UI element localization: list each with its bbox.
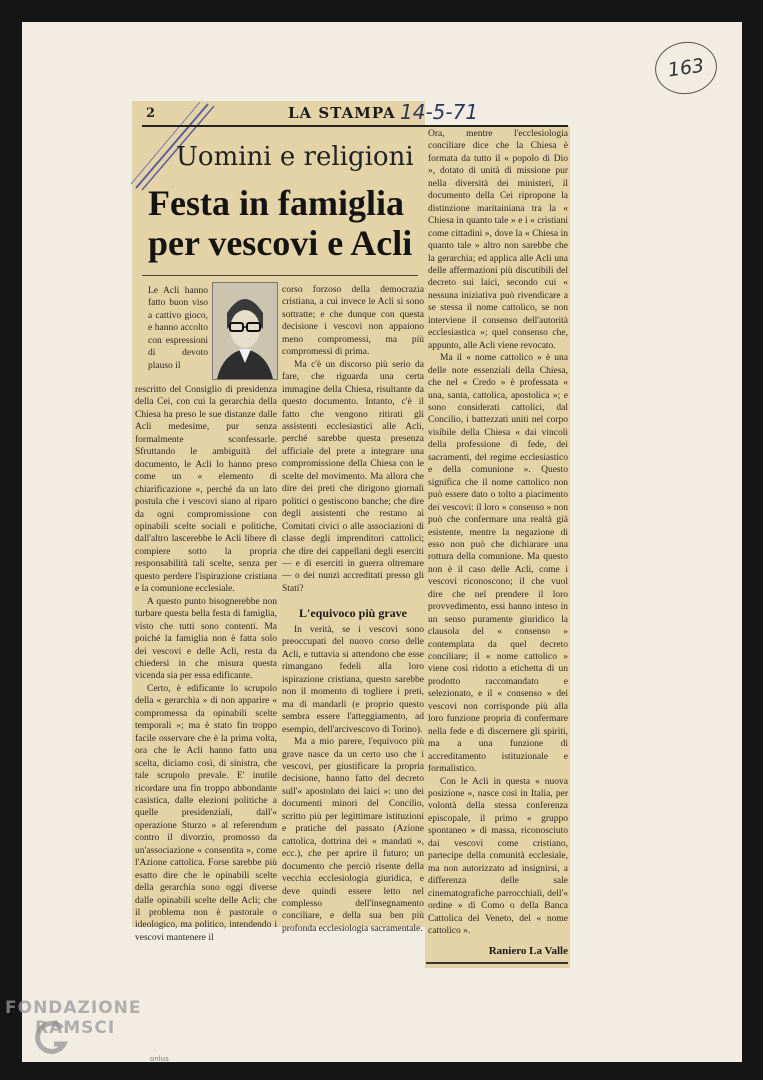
paragraph: A questo punto bisognerebbe non turbare questa bella festa di famiglia, visto che tutti sono contenti. Ma poiché la famiglia non è fatta solo dei vescovi e delle Acli, resta da chiedersi in che misura questa vicenda sia per essa edificante.	[135, 596, 277, 682]
article-column-2	[282, 284, 424, 599]
paragraph: Con le Acli in questa « nuova posizione », nasce così in Italia, per volontà della stessa conferenza episcopale, il primo « gruppo spontaneo » di massa, riconosciuto dai vescovi come cristiano, partecipe della comunità ecclesiale, ma non autorizzato ad insignirsi, a differenza delle sale cinematografiche parrocchiali, dell'« ordine » di Como o della Banca Cattolica del Veneto, del « nome cattolico ».	[428, 776, 568, 936]
paragraph: Ma il « nome cattolico » è una delle note essenziali della Chiesa, che nel « Credo » è professata « una, santa, cattolica, apostolica »; e sono considerati cattolici, dal Concilio, i battezzati uniti nel corpo visibile della Chiesa « dai vincoli della professione di fede, dei sacramenti, del regime ecclesiastico e della comunione ». Questo significa che il nome cattolico non può essere dato o tolto a piacimento dei vescovi: il loro « consenso » non può che confermare una realtà già esistente, mentre la negazione di esso non può che dichiarare una rottura della comunione. Ma questo non è il caso delle Acli, come i vescovi riconoscono; il che vuol dire che nel prendere il loro provvedimento, essi hanno inteso in un senso puramente giuridico la clausola del « consenso » contemplata da quel decreto conciliare; il « nome cattolico » viene così ridotto a etichetta di un prodotto raccomandato e selezionato, e il « consenso » dei vescovi non corrisponde più alla loro funzione propria di confermare nella fede e di discernere gli spiriti, ma a una funzione di accreditamento istituzionale e formalistico.	[428, 353, 568, 775]
closing-rule	[426, 962, 568, 964]
paragraph: rescritto del Consiglio di presidenza della Cei, con cui la gerarchia della Chiesa ha preso le sue distanze dalle Acli medesime, pur senza formalmente sconfessarle. Sfruttando le ambiguità del documento, le Acli lo hanno preso come un « elemento di chiarificazione », perché da un lato postula che i vescovi siano al riparo da ogni compromissione con opinabili scelte sociali e politiche, dall'altro lascerebbe le Acli libere di compiere sotto la propria responsabilità tali scelte, senza per questo perdere l'ispirazione cristiana e la comunione ecclesiale.	[135, 385, 277, 595]
newspaper-masthead: LA STAMPA	[288, 104, 396, 122]
headline-divider	[142, 275, 418, 276]
watermark-line-2: RAMSCI	[35, 1018, 116, 1038]
article-subheading: L'equivoco più grave	[298, 606, 407, 620]
lead-paragraph: Le Acli hanno fatto buon viso a cattivo gioco, e hanno accolto con espressioni di devoto plauso il	[148, 286, 208, 371]
article-column-2-continued	[282, 624, 424, 934]
paragraph: corso forzoso della democrazia cristiana, a cui invece le Acli si sono sottratte; e che dunque con questa decisione i vescovi non appaiono meno compromessi, ma più compromessi di prima.	[282, 285, 424, 358]
watermark-g-logo-icon	[32, 1018, 72, 1058]
handwritten-date: 14-5-71	[400, 100, 479, 124]
archive-watermark	[5, 998, 142, 1038]
watermark-line-1: FONDAZIONE	[5, 998, 142, 1018]
paragraph: Ora, mentre l'ecclesiologia conciliare dice che la Chiesa è formata da tutto il « popolo di Dio », dotato di unità di missione pur nella diversità dei ministeri, il documento della Cei ripropone la distinzione maritainiana tra la « Chiesa in quanto tale » e i « cristiani come cittadini », dove la « Chiesa in quanto tale » altro non sarebbe che la gerarchia; ed applica alle Acli una delle affermazioni più discutibili del decreto sui laici, secondo cui « nessuna iniziativa può rivendicare a se stessa il nome cattolico, se non interviene il consenso dell'autorità ecclesiastica »; quel consenso che, appunto, alle Acli viene revocato.	[428, 129, 568, 351]
page-number: 2	[146, 106, 156, 121]
paragraph: In verità, se i vescovi sono preoccupati del nuovo corso delle Acli, e tuttavia si attendono che esse rimangano fedeli alla loro ispirazione cristiana, questo sarebbe non il momento di togliere i preti, ma di mandarli (e proprio questo sembra essere l'atteggiamento, ad esempio, dell'arcivescovo di Torino).	[282, 625, 424, 735]
article-headline	[148, 183, 428, 263]
article-column-1	[132, 384, 277, 943]
headline-text: Festa in famiglia per vescovi e Acli	[148, 183, 413, 263]
section-kicker: Uomini e religioni	[176, 142, 414, 172]
paragraph: Ma a mio parere, l'equivoco più grave nasce da un certo uso che i vescovi, per giustificare la propria decisione, hanno fatto del decreto sull'« apostolato dei laici »: uno dei documenti minori del Concilio, scritto più per legittimare istituzioni e pratiche del passato (Azione cattolica, dottrina dei « mandati », ecc.), che per aprire il futuro; un documento che perciò risente della vecchia ecclesiologia giuridica, e deve quindi essere letto nel complesso dell'insegnamento conciliare, e della sua ben più profonda ecclesiologia sacramentale.	[282, 737, 424, 934]
paragraph: Ma c'è un discorso più serio da fare, che riguarda una certa immagine della Chiesa, risultante da questo documento. Intanto, c'è il fatto che vengono ritirati gli assistenti ecclesiastici alle Acli, perché sarebbe questa presenza ufficiale del prete a integrare una compromissione della Chiesa con le scelte del movimento. Ma allora che dire dei preti che dirigono giornali politici o gestiscono banche; che dire degli assistenti che restano ai Comitati civici o alle associazioni di classe degli imprenditori cattolici; che dire dei cappellani degli eserciti — e di eserciti in guerra oltremare — o dei nunzi accreditati presso gli Stati?	[282, 359, 424, 594]
masthead-rule	[142, 125, 568, 127]
watermark-tail: onlus	[150, 1055, 169, 1063]
author-byline: Raniero La Valle	[488, 945, 568, 957]
article-lead-text	[148, 285, 208, 372]
archive-number: 163	[652, 38, 721, 98]
author-photo	[212, 282, 278, 380]
article-column-3	[428, 128, 568, 938]
paragraph: Certo, è edificante lo scrupolo della « gerarchia » di non apparire « compromessa da opinabili scelte temporali »; ma è stato fin troppo facile osservare che è la prima volta, ora che le Acli hanno fatto una scelta, diciamo così, di sinistra, che tale scrupolo prevale. E' inutile ricordare una fin troppo abbondante casistica, dalle elezioni politiche a quelle presidenziali, dall'« operazione Sturzo » al referendum contro il divorzio, promosso da un'associazione « consentita », come l'Azione cattolica. Forse sarebbe più esatto dire che le opinabili scelte della gerarchia sono oggi diverse dalle opinabili scelte delle Acli; che il problema non è pastorale o ideologico, ma politico, intendendo i vescovi mantenere il	[135, 683, 277, 943]
portrait-icon	[213, 283, 277, 379]
